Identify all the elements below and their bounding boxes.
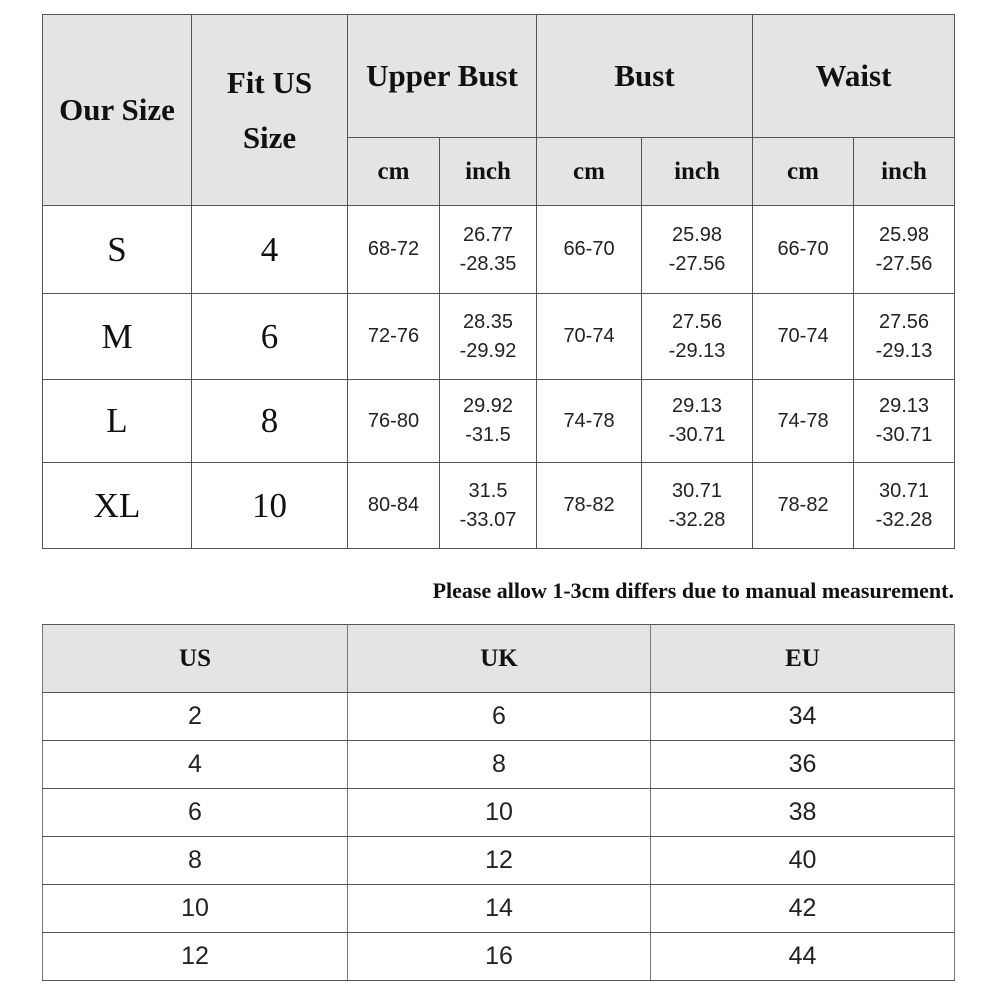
upper-bust-cm-cell: 80-84 bbox=[348, 463, 440, 549]
inch-range-start: 31.5 bbox=[468, 479, 508, 502]
table-row bbox=[43, 294, 955, 380]
inch-range-start: 29.13 bbox=[878, 395, 930, 417]
upper-bust-cm-cell: 76-80 bbox=[348, 380, 440, 463]
eu-cell: 36 bbox=[651, 741, 955, 789]
bust-cm-cell: 78-82 bbox=[537, 463, 642, 549]
waist-inch-cell bbox=[854, 463, 955, 549]
header-fit-us-size bbox=[192, 15, 348, 206]
bust-inch-cell bbox=[642, 206, 753, 294]
inch-range-end: -29.92 bbox=[459, 339, 517, 362]
inch-range-end: -29.13 bbox=[668, 339, 726, 362]
inch-range-end: -29.13 bbox=[875, 339, 933, 362]
size-chart-table bbox=[42, 14, 955, 549]
uk-cell: 12 bbox=[348, 837, 651, 885]
us-cell: 12 bbox=[43, 933, 348, 981]
inch-range-start: 30.71 bbox=[878, 479, 930, 502]
subheader-bust-inch: inch bbox=[642, 138, 753, 206]
subheader-bust-cm: cm bbox=[537, 138, 642, 206]
waist-inch-cell bbox=[854, 294, 955, 380]
bust-inch-cell bbox=[642, 380, 753, 463]
eu-cell: 38 bbox=[651, 789, 955, 837]
table-row bbox=[43, 693, 955, 741]
us-size-cell: 6 bbox=[192, 294, 348, 380]
subheader-waist-cm: cm bbox=[753, 138, 854, 206]
waist-cm-cell: 74-78 bbox=[753, 380, 854, 463]
inch-range-end: -28.35 bbox=[459, 252, 517, 275]
header-uk: UK bbox=[348, 625, 651, 693]
inch-range-start: 26.77 bbox=[462, 223, 514, 246]
inch-range-end: -32.28 bbox=[668, 508, 726, 531]
uk-cell: 6 bbox=[348, 693, 651, 741]
header-fit-us-line1: Fit US bbox=[226, 65, 313, 100]
upper-bust-inch-cell bbox=[440, 380, 537, 463]
inch-range-end: -30.71 bbox=[875, 424, 933, 446]
inch-range-start: 29.92 bbox=[462, 395, 514, 417]
us-size-cell: 4 bbox=[192, 206, 348, 294]
our-size-cell: L bbox=[43, 380, 192, 463]
header-upper-bust: Upper Bust bbox=[348, 15, 537, 138]
upper-bust-cm-cell: 72-76 bbox=[348, 294, 440, 380]
bust-cm-cell: 66-70 bbox=[537, 206, 642, 294]
waist-cm-cell: 78-82 bbox=[753, 463, 854, 549]
inch-range-start: 25.98 bbox=[671, 223, 723, 246]
table-row bbox=[43, 380, 955, 463]
inch-range-start: 27.56 bbox=[671, 310, 723, 333]
us-cell: 10 bbox=[43, 885, 348, 933]
us-cell: 4 bbox=[43, 741, 348, 789]
us-size-cell: 10 bbox=[192, 463, 348, 549]
inch-range-start: 25.98 bbox=[878, 223, 930, 246]
bust-cm-cell: 70-74 bbox=[537, 294, 642, 380]
uk-cell: 16 bbox=[348, 933, 651, 981]
subheader-waist-inch: inch bbox=[854, 138, 955, 206]
eu-cell: 44 bbox=[651, 933, 955, 981]
inch-range-start: 27.56 bbox=[878, 310, 930, 333]
subheader-upper-bust-inch: inch bbox=[440, 138, 537, 206]
bust-inch-cell bbox=[642, 294, 753, 380]
upper-bust-cm-cell: 68-72 bbox=[348, 206, 440, 294]
uk-cell: 14 bbox=[348, 885, 651, 933]
us-cell: 2 bbox=[43, 693, 348, 741]
inch-range-start: 28.35 bbox=[462, 310, 514, 333]
upper-bust-inch-cell bbox=[440, 206, 537, 294]
header-our-size: Our Size bbox=[43, 15, 192, 206]
uk-cell: 10 bbox=[348, 789, 651, 837]
table-row bbox=[43, 463, 955, 549]
header-fit-us-line2: Size bbox=[242, 120, 297, 155]
table-row bbox=[43, 789, 955, 837]
table-row bbox=[43, 885, 955, 933]
us-cell: 8 bbox=[43, 837, 348, 885]
header-us: US bbox=[43, 625, 348, 693]
table-row bbox=[43, 837, 955, 885]
header-bust: Bust bbox=[537, 15, 753, 138]
waist-inch-cell bbox=[854, 380, 955, 463]
uk-cell: 8 bbox=[348, 741, 651, 789]
bust-cm-cell: 74-78 bbox=[537, 380, 642, 463]
our-size-cell: S bbox=[43, 206, 192, 294]
waist-inch-cell bbox=[854, 206, 955, 294]
inch-range-end: -33.07 bbox=[459, 508, 517, 531]
our-size-cell: M bbox=[43, 294, 192, 380]
table-row bbox=[43, 741, 955, 789]
inch-range-end: -31.5 bbox=[465, 424, 511, 446]
table-row bbox=[43, 206, 955, 294]
us-cell: 6 bbox=[43, 789, 348, 837]
bust-inch-cell bbox=[642, 463, 753, 549]
inch-range-start: 29.13 bbox=[671, 395, 723, 417]
table-row bbox=[43, 933, 955, 981]
our-size-cell: XL bbox=[43, 463, 192, 549]
measurement-note: Please allow 1-3cm differs due to manual measurement. bbox=[432, 578, 954, 603]
upper-bust-inch-cell bbox=[440, 463, 537, 549]
header-eu: EU bbox=[651, 625, 955, 693]
eu-cell: 34 bbox=[651, 693, 955, 741]
inch-range-start: 30.71 bbox=[671, 479, 723, 502]
waist-cm-cell: 70-74 bbox=[753, 294, 854, 380]
eu-cell: 42 bbox=[651, 885, 955, 933]
waist-cm-cell: 66-70 bbox=[753, 206, 854, 294]
inch-range-end: -32.28 bbox=[875, 508, 933, 531]
eu-cell: 40 bbox=[651, 837, 955, 885]
upper-bust-inch-cell bbox=[440, 294, 537, 380]
inch-range-end: -27.56 bbox=[875, 252, 933, 275]
size-conversion-table bbox=[42, 624, 955, 981]
us-size-cell: 8 bbox=[192, 380, 348, 463]
inch-range-end: -27.56 bbox=[668, 252, 726, 275]
subheader-upper-bust-cm: cm bbox=[348, 138, 440, 206]
header-waist: Waist bbox=[753, 15, 955, 138]
inch-range-end: -30.71 bbox=[668, 424, 726, 446]
